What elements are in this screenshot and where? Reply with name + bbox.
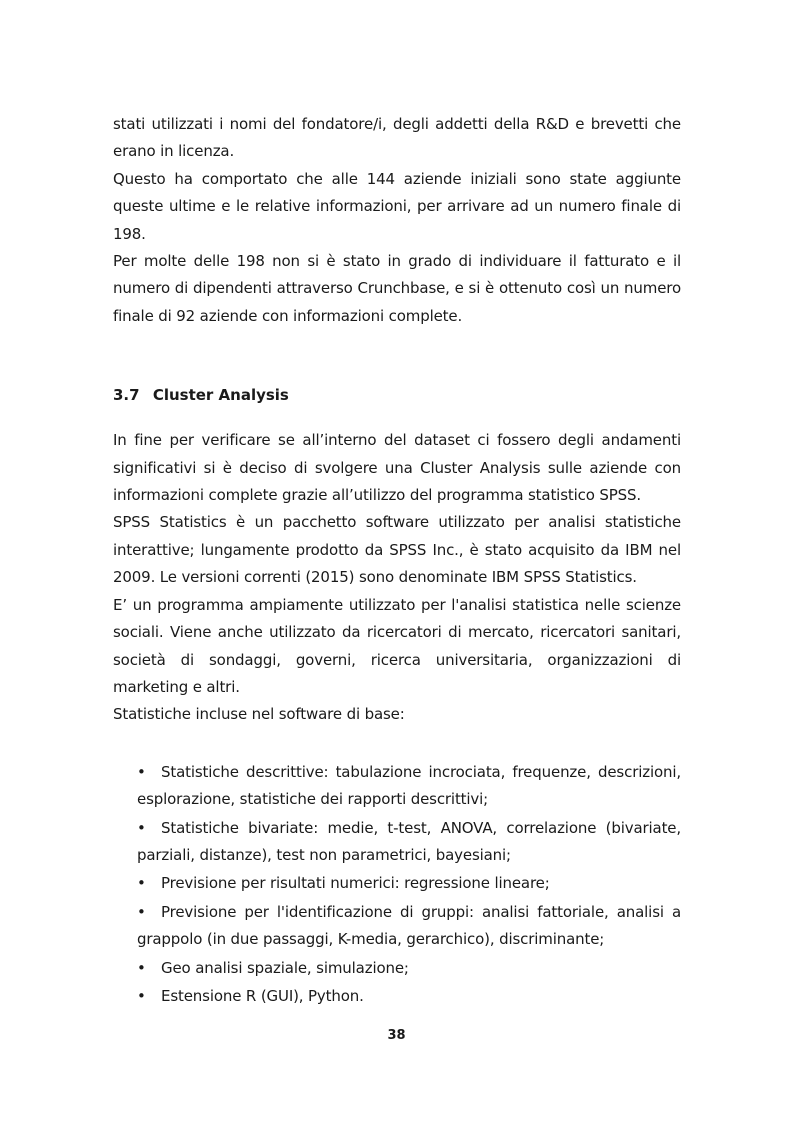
document-page (113, 111, 681, 1011)
section-number: 3.7 (113, 386, 140, 405)
section-heading (113, 382, 681, 409)
body-paragraph: Questo ha comportato che alle 144 aziende iniziali sono state aggiunte queste ultime e le relative informazioni, per arrivare ad un numero finale di 198. (113, 169, 681, 243)
bullet-icon: • (137, 762, 146, 781)
list-item (137, 955, 681, 982)
bullet-icon: • (137, 874, 146, 893)
list-item-text: Statistiche bivariate: medie, t-test, ANOVA, correlazione (bivariate, parziali, distanze), test non parametrici, bayesiani; (137, 818, 681, 864)
list-item-text: Previsione per l'identificazione di gruppi: analisi fattoriale, analisi a grappolo (in due passaggi, K-media, gerarchico), discriminante; (137, 902, 681, 949)
body-paragraph: Per molte delle 198 non si è stato in grado di individuare il fatturato e il numero di dipendenti attraverso Crunchbase, e si è ottenuto così un numero finale di 92 aziende con informazioni complete. (113, 252, 681, 325)
list-item (137, 983, 681, 1010)
list-item (137, 870, 681, 897)
bullet-icon: • (137, 958, 146, 977)
page-number: 38 (387, 1028, 406, 1043)
list-item (137, 899, 681, 954)
body-paragraph: In fine per verificare se all’interno del dataset ci fossero degli andamenti significativi si è deciso di svolgere una Cluster Analysis sulle aziende con informazioni complete grazie all’utilizzo del programma statistico SPSS. (113, 431, 681, 505)
list-item (137, 759, 681, 814)
list-item-text: Geo analisi spaziale, simulazione; (161, 958, 409, 977)
spacer (113, 729, 681, 759)
bullet-icon: • (137, 902, 146, 921)
body-paragraph: E’ un programma ampiamente utilizzato per l'analisi statistica nelle scienze sociali. Viene anche utilizzato da ricercatori di mercato, ricercatori sanitari, società di sondaggi, governi, ricerca universitaria, organizzazioni di marketing e altri. (113, 595, 681, 696)
body-paragraph: SPSS Statistics è un pacchetto software utilizzato per analisi statistiche interattive; lungamente prodotto da SPSS Inc., è stato acquisito da IBM nel 2009. Le versioni correnti (2015) sono denominate IBM SPSS Statistics. (113, 513, 681, 587)
section-title: Cluster Analysis (152, 386, 289, 405)
body-paragraph: Statistiche incluse nel software di base: (113, 705, 405, 724)
body-paragraph: stati utilizzati i nomi del fondatore/i, degli addetti della R&D e brevetti che erano in licenza. (113, 115, 681, 161)
bullet-icon: • (137, 986, 146, 1005)
list-item-text: Statistiche descrittive: tabulazione incrociata, frequenze, descrizioni, esplorazione, statistiche dei rapporti descrittivi; (137, 762, 681, 809)
feature-list (113, 759, 681, 1011)
list-item (137, 815, 681, 870)
bullet-icon: • (137, 818, 146, 837)
list-item-text: Estensione R (GUI), Python. (161, 986, 364, 1005)
list-item-text: Previsione per risultati numerici: regressione lineare; (161, 874, 550, 893)
